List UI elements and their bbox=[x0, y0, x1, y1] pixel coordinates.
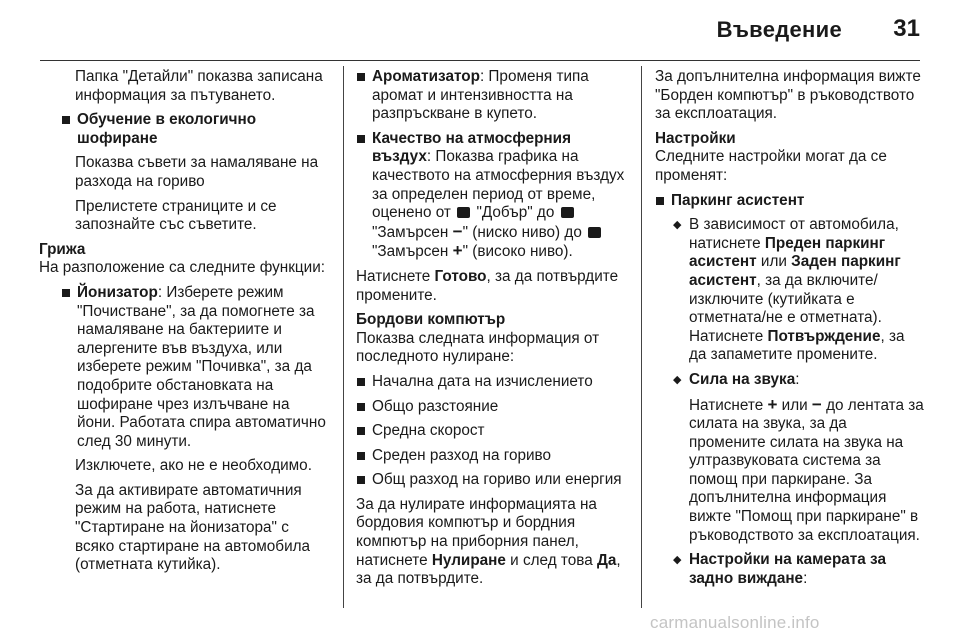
reset-label: Нулиране bbox=[431, 551, 506, 569]
list-item: Общо разстояние bbox=[356, 398, 634, 417]
front-park-assist-label: Преден паркинг асистент bbox=[689, 234, 886, 271]
reset-instruction bbox=[356, 496, 634, 589]
air-good-icon bbox=[457, 207, 470, 218]
park-text-2: или bbox=[756, 253, 792, 271]
parking-assist-desc bbox=[655, 216, 925, 365]
list-item: Общ разход на гориво или енергия bbox=[356, 471, 634, 490]
care-intro: На разположение са следните функции: bbox=[39, 259, 326, 277]
watermark: carmanualsonline.info bbox=[650, 613, 820, 632]
ionizer-off-text: Изключете, ако не е необходимо. bbox=[75, 457, 312, 475]
trip-computer-intro: Показва следната информация от последното нулиране: bbox=[356, 329, 600, 366]
ionizer-title: Йонизатор bbox=[77, 283, 158, 301]
settings-intro: Следните настройки могат да се променят: bbox=[655, 148, 887, 184]
column-1 bbox=[39, 68, 331, 581]
ionizer-item bbox=[61, 284, 331, 451]
column-divider-1 bbox=[343, 66, 344, 608]
air-polluted-high-icon bbox=[588, 227, 601, 238]
more-info-text: За допълнителна информация вижте "Борден компютър" в ръководството за експлоатация. bbox=[655, 68, 921, 123]
aroma-title: Ароматизатор bbox=[372, 68, 480, 85]
rear-camera-title: Настройки на камерата за задно виждане bbox=[689, 551, 886, 587]
aroma-item bbox=[356, 68, 634, 124]
volume-colon: : bbox=[795, 370, 800, 388]
trip-computer-heading: Бордови компютър bbox=[356, 311, 506, 329]
care-heading: Грижа bbox=[39, 240, 86, 258]
ionizer-auto-text: За да активирате автоматичния режим на работа, натиснете "Стартиране на йонизатора" с всяко стартиране на автомобила (отметната кутийка). bbox=[75, 481, 311, 574]
volume-text-3: до лентата за силата на звука, за да промените силата на звука на ултразвуковата система за помощ при паркиране. За допълнителна информация вижте "Помощ при паркиране" в ръководството за експлоатация. bbox=[689, 396, 924, 544]
done-text-2: , за да потвърдите промените. bbox=[356, 267, 619, 304]
list-item: Среден разход на гориво bbox=[356, 447, 634, 466]
volume-desc bbox=[655, 396, 925, 546]
list-item: Средна скорост bbox=[356, 422, 634, 441]
eco-driving-desc: Показва съвети за намаляване на разхода на гориво bbox=[75, 154, 319, 190]
air-quality-title: Качество на атмосферния въздух bbox=[372, 129, 571, 166]
settings-heading: Настройки bbox=[655, 129, 736, 147]
reset-text-3: , за да потвърдите. bbox=[356, 551, 621, 588]
header-rule bbox=[40, 60, 920, 61]
column-3 bbox=[655, 68, 925, 594]
air-quality-text-1: : Показва графика на качеството на атмосферния въздух за определен период от време, оценено от bbox=[372, 148, 625, 222]
air-polluted-low-icon bbox=[561, 207, 574, 218]
yes-label: Да bbox=[596, 551, 617, 569]
eco-driving-hint: Прелистете страниците и се запознайте със съветите. bbox=[75, 197, 277, 234]
rear-park-assist-label: Заден паркинг асистент bbox=[689, 253, 901, 289]
air-quality-text-4: " (ниско ниво) до bbox=[462, 223, 587, 241]
air-quality-text-6: " (високо ниво). bbox=[462, 243, 573, 261]
volume-item bbox=[655, 371, 925, 390]
list-item: Начална дата на изчислението bbox=[356, 373, 634, 392]
page-title: Въведение bbox=[716, 17, 842, 42]
air-quality-text-3: "Замърсен bbox=[372, 223, 453, 241]
eco-driving-title: Обучение в екологично шофиране bbox=[77, 111, 257, 147]
minus-icon: − bbox=[811, 394, 822, 414]
park-text-3: , за да включите/изключите (кутийката е отметната/не е отметната). Натиснете bbox=[689, 271, 882, 345]
reset-text-2: и след това bbox=[505, 551, 597, 569]
details-folder-text: Папка "Детайли" показва записана информация за пътуването. bbox=[75, 68, 323, 104]
eco-driving-item bbox=[61, 111, 331, 148]
rear-camera-colon: : bbox=[803, 569, 808, 587]
volume-title: Сила на звука bbox=[689, 370, 796, 388]
plus-icon: + bbox=[452, 241, 463, 261]
aroma-text: : Променя типа аромат и интензивността на разпръскване в купето. bbox=[372, 68, 589, 123]
page-header bbox=[0, 0, 960, 62]
ionizer-text: : Изберете режим "Почистване", за да помогнете за намаляване на бактериите и алергените във въздуха, или изберете режим "Почивка", за да подобрите обстановката на шофиране чрез излъчване на йони. Работата спира автоматично след 30 минути. bbox=[77, 283, 326, 450]
column-2 bbox=[356, 68, 634, 595]
confirm-label: Потвърждение bbox=[767, 327, 881, 345]
page-number: 31 bbox=[893, 15, 920, 42]
air-quality-text-2: "Добър" до bbox=[472, 204, 559, 222]
parking-assist-item bbox=[655, 192, 925, 211]
minus-icon: − bbox=[452, 221, 463, 241]
done-text-1: Натиснете bbox=[356, 267, 435, 285]
column-divider-2 bbox=[641, 66, 642, 608]
park-text-1: В зависимост от автомобила, натиснете bbox=[689, 216, 899, 252]
air-quality-text-5: "Замърсен bbox=[372, 243, 453, 261]
volume-text-1: Натиснете bbox=[689, 396, 768, 414]
park-text-4: , за да запаметите промените. bbox=[689, 327, 905, 364]
reset-text-1: За да нулирате информацията на бордовия компютър и бордния компютър на приборния панел, натиснете bbox=[356, 495, 597, 569]
done-instruction bbox=[356, 268, 634, 305]
plus-icon: + bbox=[767, 394, 778, 414]
rear-camera-item bbox=[655, 551, 925, 588]
air-quality-item bbox=[356, 130, 634, 262]
volume-text-2: или bbox=[777, 396, 812, 414]
done-label: Готово bbox=[434, 267, 487, 285]
parking-assist-title: Паркинг асистент bbox=[671, 191, 805, 209]
